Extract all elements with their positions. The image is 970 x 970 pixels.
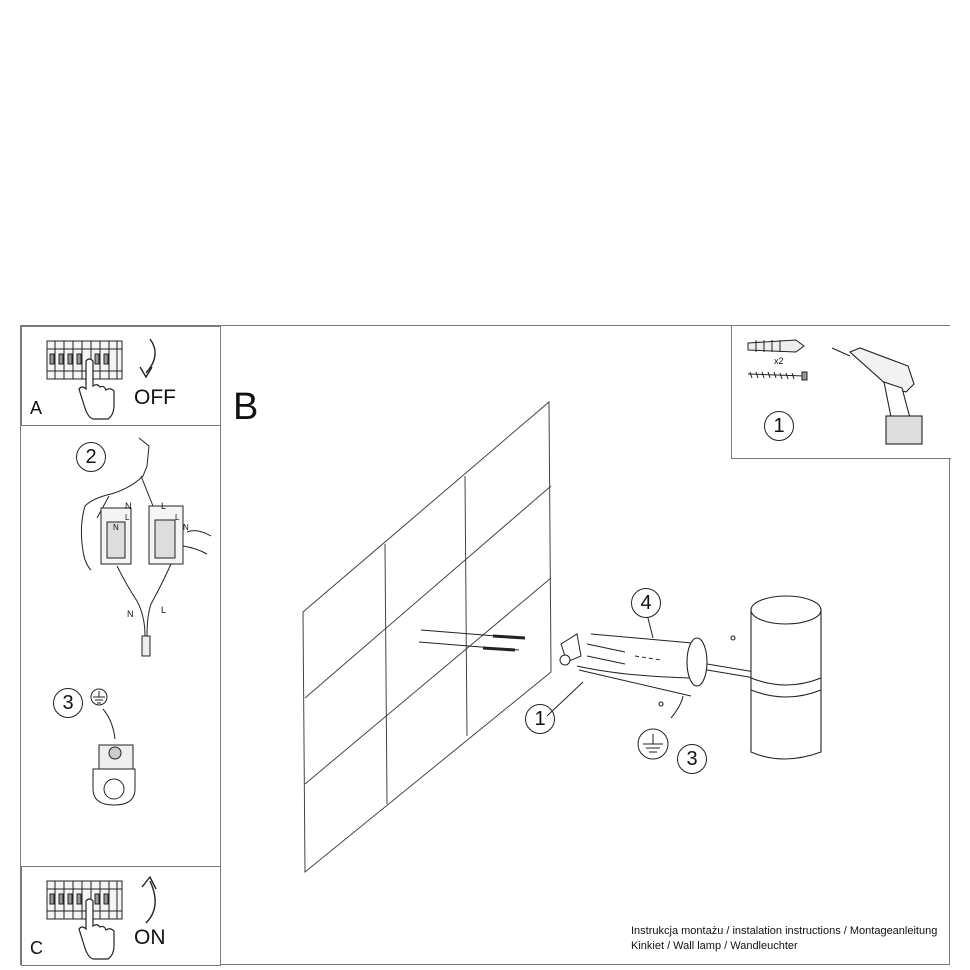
quantity-label: x2 [774,356,784,366]
wire-label-n-bottom: N [127,609,134,619]
step-number-wiring: 2 [76,442,106,472]
step-number-ground-left: 3 [53,688,83,718]
section-letter-a: A [30,398,43,418]
footer-line-1: Instrukcja montażu / instalation instructions / Montageanleitung [631,925,938,937]
switch-state-on: ON [134,926,166,949]
wire-label-l-bottom: L [161,605,167,615]
switch-state-off: OFF [134,386,176,409]
footer-line-2: Kinkiet / Wall lamp / Wandleuchter [631,940,798,952]
section-letter-c: C [30,938,43,958]
terminal-label-2: N [113,523,119,532]
step-number-tools: 1 [764,411,794,441]
section-letter-b: B [233,386,259,428]
step-number-bracket: 1 [525,704,555,734]
step-number-ground-main: 3 [677,744,707,774]
wire-label-n-top: N [125,501,132,511]
step-number-fixture: 4 [631,588,661,618]
terminal-label-3: L [175,513,180,522]
instruction-sheet [20,325,950,965]
footer-caption [631,924,937,954]
wire-label-l-top: L [161,501,167,511]
ground-symbol-icon-main [21,326,951,966]
terminal-label-1: L [125,513,130,522]
terminal-label-4: N [183,523,189,532]
